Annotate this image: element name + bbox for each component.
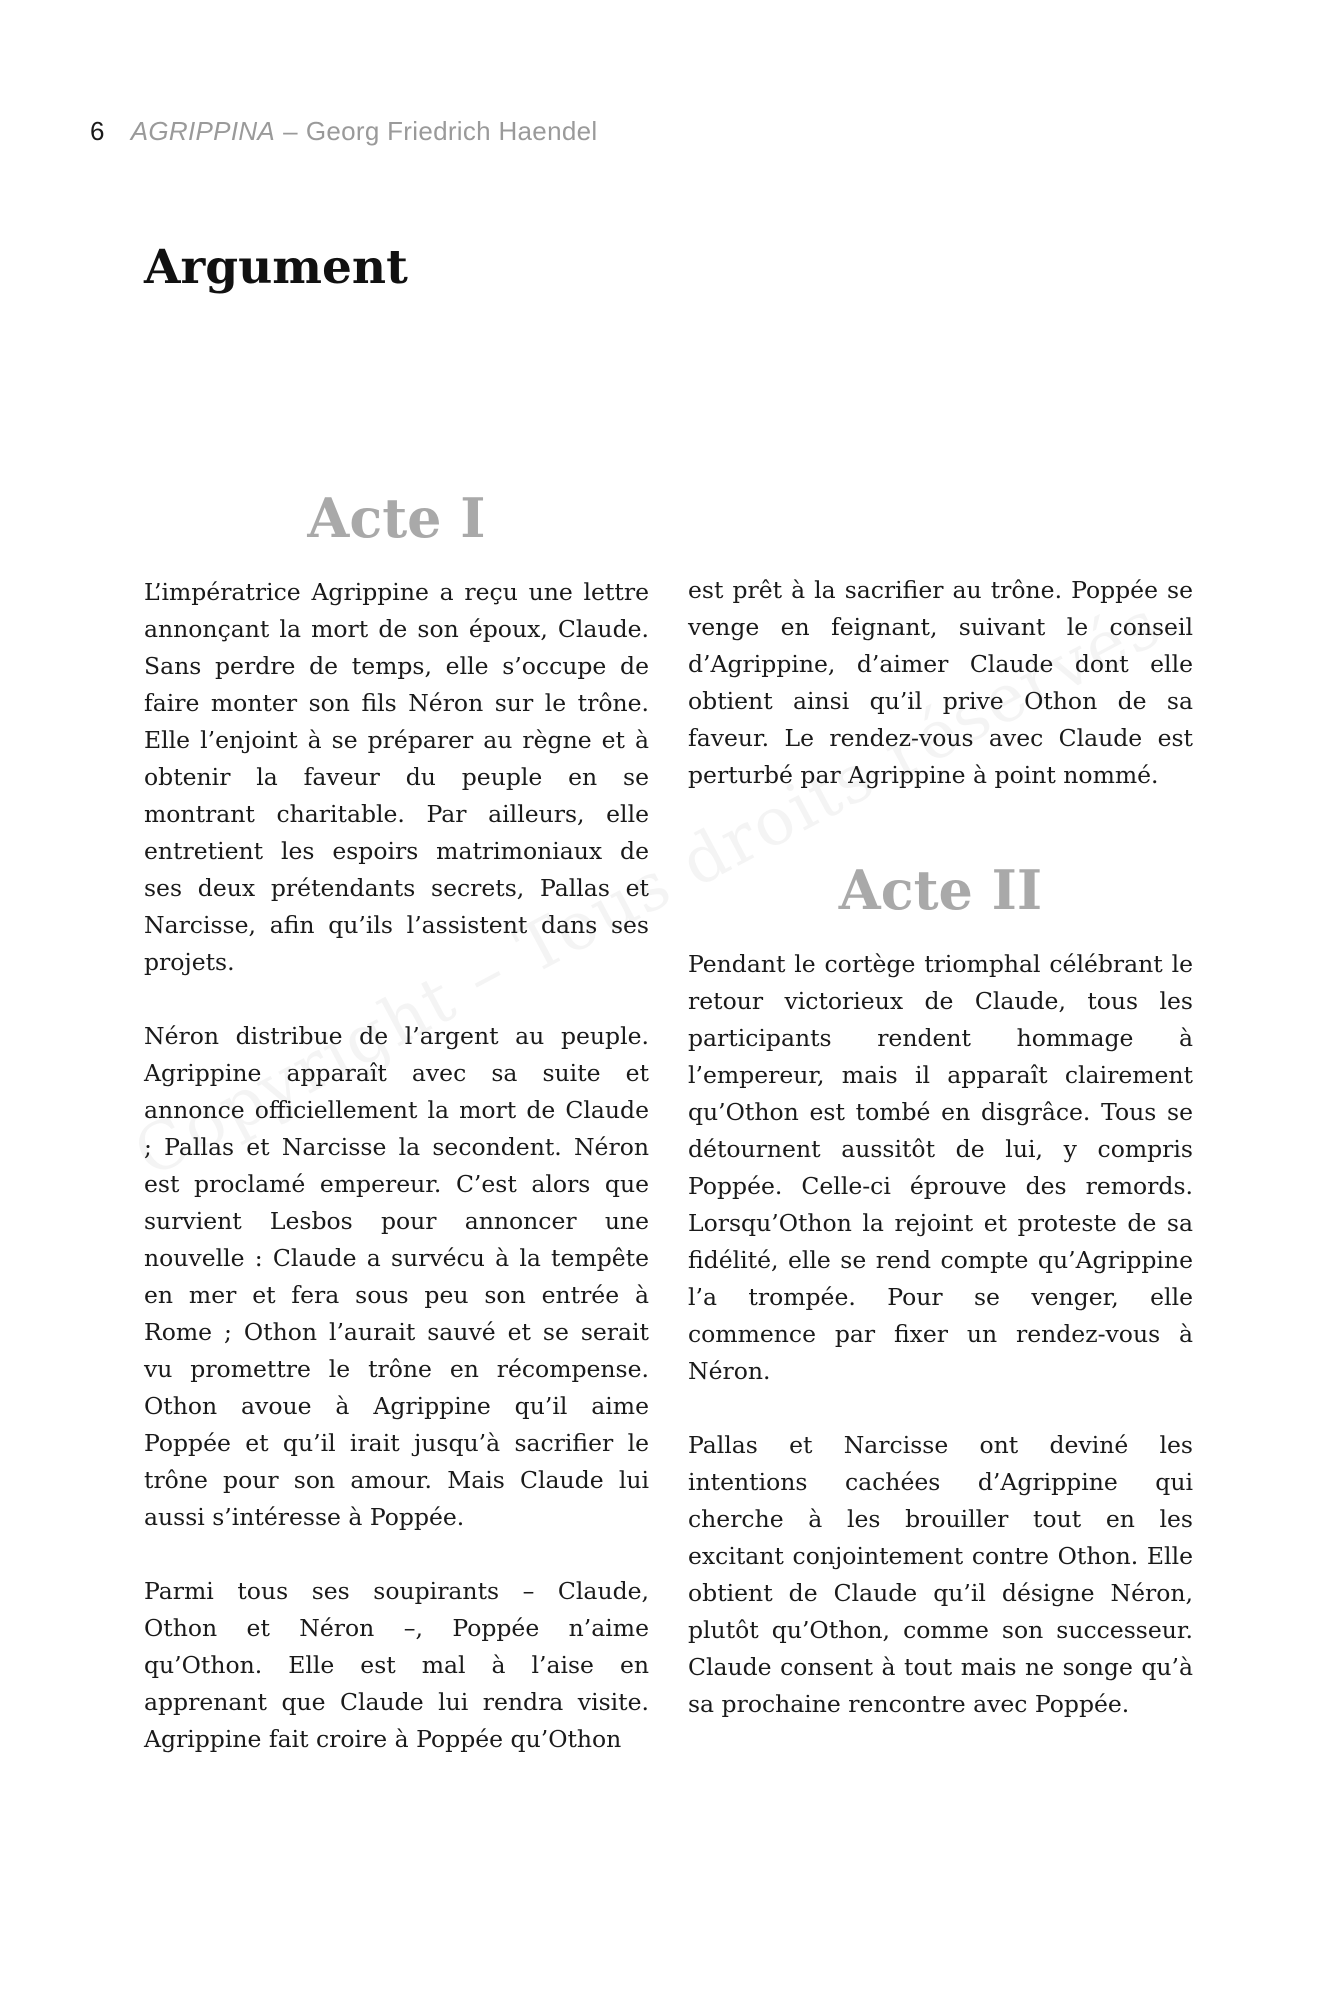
composer-name: Georg Friedrich Haendel bbox=[305, 116, 598, 146]
act-2-heading: Acte II bbox=[838, 858, 1043, 922]
left-column bbox=[144, 470, 649, 1795]
act-2-paragraph-1: Pendant le cortège triomphal célébrant le retour victorieux de Claude, tous les participants rendent hommage à l’empereur, mais il apparaît clairement qu’Othon est tombé en disgrâce. Tous se détournent aussitôt de lui, y compris Poppée. Celle-ci éprouve des remords. Lorsqu’Othon la rejoint et proteste de sa fidélité, elle se rend compte qu’Agrippine l’a trompée. Pour se venger, elle commence par fixer un rendez-vous à Néron. bbox=[688, 950, 1193, 1385]
act-1-paragraph-3-continuation: est prêt à la sacrifier au trône. Poppée se venge en feignant, suivant le conseil d’Agrippine, d’aimer Claude dont elle obtient ainsi qu’il prive Othon de sa faveur. Le rendez-vous avec Claude est perturbé par Agrippine à point nommé. bbox=[688, 576, 1193, 789]
act-1-heading: Acte I bbox=[307, 486, 486, 550]
act-1-paragraph-2: Néron distribue de l’argent au peuple. Agrippine apparaît avec sa suite et annonce officiellement la mort de Claude ; Pallas et Narcisse la secondent. Néron est proclamé empereur. C’est alors que survient Lesbos pour annoncer une nouvelle : Claude a survécu à la tempête en mer et fera sous peu son entrée à Rome ; Othon l’aurait sauvé et se serait vu promettre le trône en récompense. Othon avoue à Agrippine qu’il aime Poppée et qu’il irait jusqu’à sacrifier le trône pour son amour. Mais Claude lui aussi s’intéresse à Poppée. bbox=[144, 1022, 649, 1531]
act-2-paragraph-2: Pallas et Narcisse ont deviné les intentions cachées d’Agrippine qui cherche à les brouiller tout en les excitant conjointement contre Othon. Elle obtient de Claude qu’il désigne Néron, plutôt qu’Othon, comme son successeur. Claude consent à tout mais ne songe qu’à sa prochaine rencontre avec Poppée. bbox=[688, 1431, 1193, 1718]
page-number: 6 bbox=[90, 116, 105, 146]
book-title: AGRIPPINA bbox=[130, 116, 276, 146]
running-head bbox=[90, 116, 597, 147]
header-separator: – bbox=[283, 116, 298, 146]
page-title: Argument bbox=[144, 240, 408, 295]
act-1-paragraph-1: L’impératrice Agrippine a reçu une lettre annonçant la mort de son époux, Claude. Sans perdre de temps, elle s’occupe de faire monter son fils Néron sur le trône. Elle l’enjoint à se préparer au règne et à obtenir la faveur du peuple en se montrant charitable. Par ailleurs, elle entretient les espoirs matrimoniaux de ses deux prétendants secrets, Pallas et Narcisse, afin qu’ils l’assistent dans ses projets. bbox=[144, 578, 649, 976]
act-1-paragraph-3: Parmi tous ses soupirants – Claude, Othon et Néron –, Poppée n’aime qu’Othon. Elle est mal à l’aise en apprenant que Claude lui rendra visite. Agrippine fait croire à Poppée qu’Othon bbox=[144, 1577, 649, 1753]
right-column bbox=[688, 572, 1193, 1760]
